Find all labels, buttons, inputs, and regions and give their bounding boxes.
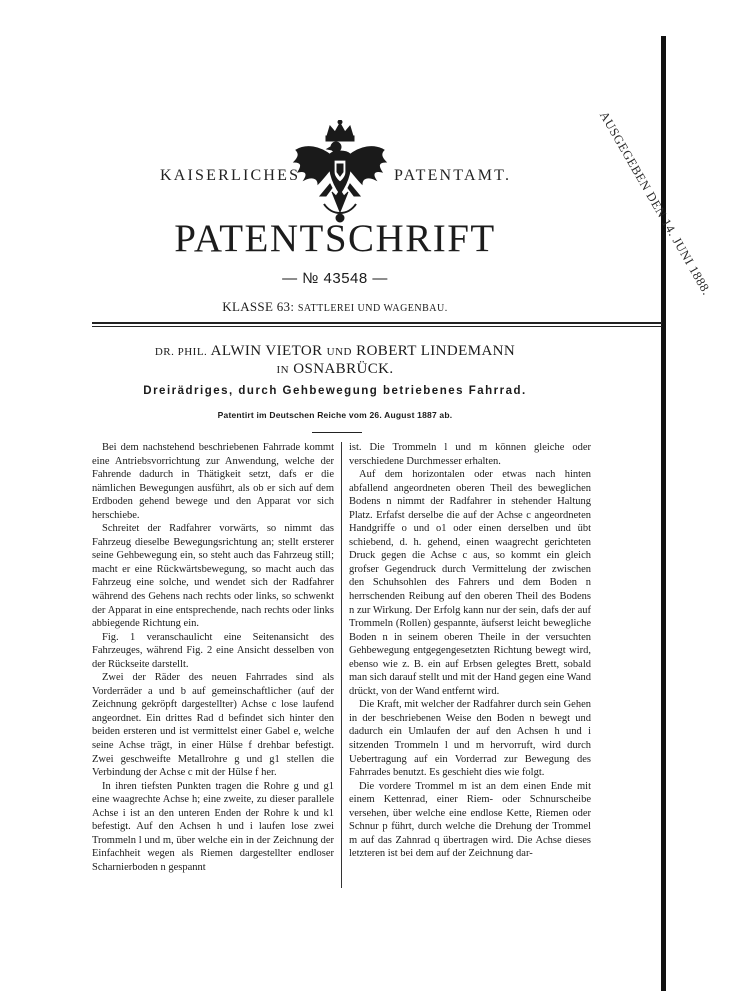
paragraph: Die vordere Trommel m ist an dem einen Ende mit einem Kettenrad, einer Riem- oder Schnurscheibe versehen, über welche eine endlose Kette, Riemen oder Schnur p führt, durch welche die Drehung der Trommel m auf das Zahnrad q übertragen wird. Die Achse dieses letzteren ist bei dem auf der Zeichnung dar- (349, 780, 591, 860)
issued-date-stamp: AUSGEGEBEN DEN 14. JUNI 1888. (596, 108, 714, 298)
city-name: OSNABRÜCK. (293, 361, 394, 377)
paragraph: In ihren tiefsten Punkten tragen die Rohre g und g1 eine waagrechte Achse h; eine zweite, zu dieser parallele Achse i ist an den unteren Enden der Rohre k und k1 befestigt. Auf den Achsen h und i laufen lose zwei Trommeln l und m, über welche ein in der Zeichnung der Einfachheit wegen als Riemen dargestellter endloser Scharnierboden n gespannt (92, 780, 334, 873)
scan-edge-bar (661, 36, 666, 991)
grant-date-line: Patentirt im Deutschen Reiche vom 26. August 1887 ab. (217, 410, 453, 420)
imperial-eagle-emblem (290, 120, 390, 230)
invention-subject: Dreirädriges, durch Gehbewegung betriebenes Fahrrad. (143, 385, 527, 397)
class-name: SATTLEREI UND WAGENBAU. (297, 303, 448, 314)
author-joiner: UND (326, 346, 353, 358)
paragraph: Auf dem horizontalen oder etwas nach hinten abfallend angeordneten oberen Theil des beweglichen Bodens n nimmt der Radfahrer in stehender Haltung Platz. Erfafst derselbe die auf der Achse c angeordneten Handgriffe o und o1 oder einen derselben und übt schiebend, d. h. gehend, einen waagrecht gerichteten Druck gegen die Achse c aus, so kommt ein gleich grofser Gegendruck durch Vermittelung der zwischen den Schuhsohlen des Fahrers und dem Boden n herrschenden Reibung auf den oberen Theil des Bodens n zur Wirkung. Der Erfolg kann nur der sein, dafs der auf Trommeln (Rollen) gespannte, äufserst leicht bewegliche Boden n in seinem oberen Theile in der versuchten Gehbewegung entgegengesetzten Richtung bewegt wird, ebenso wie z. B. ein auf Erbsen gelegtes Brett, sobald man sich darauf stellt und mit der Hand gegen eine Wand drückt, von der Wand entfernt wird. (349, 469, 591, 697)
paragraph: Zwei der Räder des neuen Fahrrades sind als Vorderräder a und b auf gemeinschaftlicher (auf der Zeichnung gekröpft dargestellter) Achse c lose laufend angeordnet. Ein drittes Rad d befindet sich hinter den beiden ersteren und ist vermittelst einer Gabel e, welche seine Achse trägt, in einer Hülse f drehbar befestigt. Zwei geschweifte Metallrohre g und g1 stellen die Verbindung der Achse c mit der Hülse f her. (92, 672, 334, 779)
header-rule-thin (92, 326, 662, 327)
column-divider (341, 442, 342, 888)
paragraph: Fig. 1 veranschaulicht eine Seitenansicht des Fahrzeuges, während Fig. 2 eine Ansicht desselben von der Rückseite darstellt. (92, 631, 334, 670)
class-label: KLASSE 63: (222, 299, 295, 314)
office-name-right: PATENTAMT. (394, 167, 512, 184)
paragraph: Bei dem nachstehend beschriebenen Fahrrade kommt eine Antriebsvorrichtung zur Anwendung, welche der Fahrende dadurch in Thätigkeit setzt, dafs er die nämlichen Bewegungen ausführt, als ob er sich auf dem Erdboden gehend bewege und den Apparat vor sich herschiebe. (92, 442, 334, 521)
author-second: ROBERT LINDEMANN (356, 343, 516, 359)
author-title-prefix: DR. PHIL. (154, 346, 208, 358)
author-first: ALWIN VIETOR (210, 343, 323, 359)
paragraph: ist. Die Trommeln l und m können gleiche oder verschiedene Durchmesser erhalten. (349, 442, 591, 467)
city-prefix: IN (276, 364, 290, 376)
paragraph: Die Kraft, mit welcher der Radfahrer durch sein Gehen in der beschriebenen Weise den Boden n bewegt und dadurch ein Umlaufen der auf den Achsen h und i sitzenden Trommeln l und m hervorruft, wird durch Uebertragung auf ein Vorderrad zur Bewegung des Fahrrades benutzt. Es geschieht dies wie folgt. (349, 699, 591, 779)
patent-class (0, 299, 670, 315)
inventors-city-line (0, 361, 670, 378)
paragraph: Schreitet der Radfahrer vorwärts, so nimmt das Fahrzeug dieselbe Bewegungsrichtung an; stellt ersterer seine Gehbewegung ein, so steht auch das Fahrzeug still; macht er eine Rückwärtsbewegung, so macht auch das Fahrzeug eine solche, und wendet sich der Radfahrer während des Gehens nach rechts oder links, so schwenkt der Apparat in eine entsprechende, nach rechts oder links abbiegende Richtung ein. (92, 523, 334, 630)
short-divider (312, 432, 362, 433)
header-rule-thick (92, 322, 662, 324)
patent-number: — № 43548 — (282, 270, 388, 287)
document-title: PATENTSCHRIFT (174, 217, 496, 260)
body-column-right (349, 441, 591, 861)
body-column-left (92, 441, 334, 875)
office-name-left: KAISERLICHES (160, 167, 301, 184)
inventors-line (0, 343, 670, 360)
